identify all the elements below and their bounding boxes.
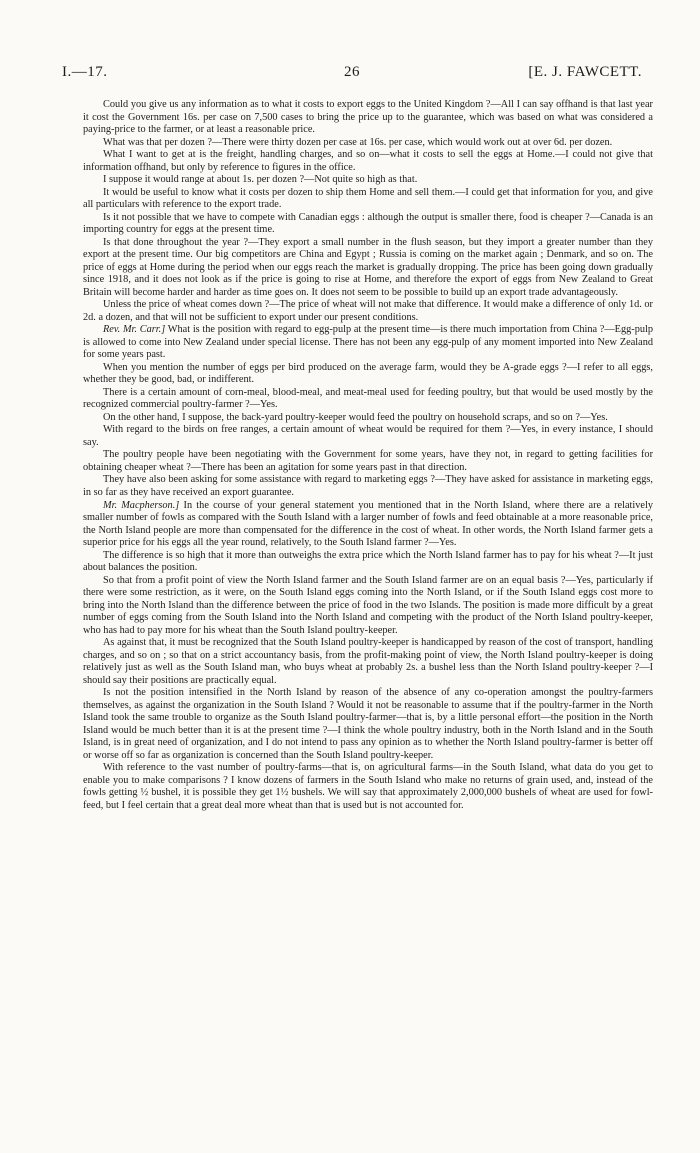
paragraph-text: Unless the price of wheat comes down ?—The price of wheat will not make that difference. It would make a difference of only 1d. or 2d. a dozen, and that will not be sufficient to export under our present conditions. — [83, 299, 653, 323]
document-body — [83, 99, 653, 812]
speaker-label: Rev. Mr. Carr.] — [103, 324, 166, 336]
paragraph — [83, 212, 653, 237]
paragraph — [83, 324, 653, 362]
speaker-label: Mr. Macpherson.] — [103, 499, 180, 511]
paragraph-text: What is the position with regard to egg-pulp at the present time—is there much importation from China ?—Egg-pulp is allowed to come into New Zealand under special license. There has not been any egg-pulp of any moment imported into New Zealand for some years past. — [83, 324, 653, 361]
paragraph-text: In the course of your general statement you mentioned that in the North Island, where there are a relatively smaller number of fowls as compared with the South Island with a larger number of fowls and feed obtainable at a more reasonable price, the North Island people are more than compensated for the difference in the cost of wheat. In other words, the North Island farmer gets a superior price for his eggs all the year round, relatively, to the South Island farmer ?—Yes. — [83, 499, 654, 549]
paragraph-text: It would be useful to know what it costs per dozen to ship them Home and sell them.—I could get that information for you, and give all particulars with reference to the export trade. — [83, 186, 653, 211]
paragraph — [83, 412, 653, 425]
witness-name: [E. J. FAWCETT. — [528, 64, 642, 80]
page-number: 26 — [344, 64, 360, 80]
paragraph-text: Is that done throughout the year ?—They export a small number in the flush season, but they import a greater number than they export at the present time. Our big competitors are China and Egypt ; Russia is coming on the market again ; Denmark, and so on. The price of eggs at Home during the period when our eggs reach the market is gradually dropping. The price has been going down gradually since 1918, and it does not look as if the price is going to rise at Home, and therefore the export of eggs from New Zealand to Great Britain will become harder and harder as time goes on. It does not seem to be possible to build up an export trade advantageously. — [83, 236, 653, 298]
paragraph-text: The poultry people have been negotiating with the Government for some years, have they not, in regard to getting facilities for obtaining cheaper wheat ?—There has been an agitation for some years past in that direction. — [83, 449, 653, 473]
paragraph — [83, 99, 653, 137]
paragraph-text: Could you give us any information as to what it costs to export eggs to the United Kingdom ?—All I can say offhand is that last year it cost the Government 16s. per case on 7,500 cases to bring the price up to the guarantee, which was based on what was considered a paying-price to the farmer, or at least a reasonable price. — [83, 99, 653, 136]
paragraph-text: What was that per dozen ?—There were thirty dozen per case at 16s. per case, which would work out at over 6d. per dozen. — [103, 136, 613, 148]
paragraph — [83, 762, 653, 812]
paragraph — [83, 187, 653, 212]
paragraph-text: As against that, it must be recognized that the South Island poultry-keeper is handicapped by reason of the cost of transport, handling charges, and so on ; so that on a strict accountancy basis, from the profit-making point of view, the North Island poultry-keeper is doing relatively just as well as the South Island man, who buys wheat at probably 2s. a bushel less than the North Island poultry-keeper ?—I should say their positions are practically equal. — [83, 637, 653, 686]
paragraph-text: On the other hand, I suppose, the back-yard poultry-keeper would feed the poultry on household scraps, and so on ?—Yes. — [103, 411, 608, 423]
paragraph-text: When you mention the number of eggs per bird produced on the average farm, would they be A-grade eggs ?—I refer to all eggs, whether they be good, bad, or indifferent. — [83, 361, 653, 386]
paragraph — [83, 637, 653, 687]
report-reference: I.—17. — [62, 64, 108, 80]
paragraph-text: With regard to the birds on free ranges, a certain amount of wheat would be required for them ?—Yes, in every instance, I should say. — [83, 424, 653, 448]
paragraph-text: There is a certain amount of corn-meal, blood-meal, and meat-meal used for feeding poultry, but that would be used mostly by the recognized commercial poultry-farmer ?—Yes. — [83, 386, 653, 411]
paragraph — [83, 550, 653, 575]
paragraph-text: Is not the position intensified in the North Island by reason of the absence of any co-operation amongst the poultry-farmers themselves, as against the organization in the South Island ? Would it not be reasonable to assume that if the poultry-farmer in the North Island took the same trouble to organize as the South Island poultry-farmer—that is, by a little personal effort—the position in the North Island would be much better than it is at the present time ?—I think the whole poultry industry, both in the North Island and in the South Island, is in great need of organization, and I do not intend to pass any opinion as to whether the North Island poultry-farmer is better off or worse off so far as organization is concerned than the South Island poultry-keeper. — [83, 687, 653, 761]
paragraph — [83, 237, 653, 300]
paragraph — [83, 149, 653, 174]
paragraph-text: Is it not possible that we have to compete with Canadian eggs : although the output is smaller there, food is cheaper ?—Canada is an importing country for eggs at the present time. — [83, 211, 653, 236]
paragraph-text: I suppose it would range at about 1s. per dozen ?—Not quite so high as that. — [103, 174, 418, 186]
paragraph-text: With reference to the vast number of poultry-farms—that is, on agricultural farms—in the South Island, what data do you get to enable you to make comparisons ? I know dozens of farmers in the South Island who make no returns of grain used, and, instead of the fowls getting ½ bushel, it is possible they get 1½ bushels. We will say that approximately 2,000,000 bushels of wheat are used for fowl-feed, but I feel certain that a great deal more wheat than that is used but is not accounted for. — [83, 762, 653, 811]
paragraph — [83, 687, 653, 762]
paragraph — [83, 137, 653, 150]
paragraph-text: They have also been asking for some assistance with regard to marketing eggs ?—They have asked for assistance in marketing eggs, in so far as they have received an export guarantee. — [83, 474, 653, 498]
paragraph — [83, 174, 653, 187]
paragraph — [83, 449, 653, 474]
paragraph — [83, 474, 653, 499]
paragraph-text: The difference is so high that it more than outweighs the extra price which the North Island farmer has to pay for his wheat ?—It just about balances the position. — [83, 549, 653, 574]
paragraph — [83, 362, 653, 387]
page-header — [62, 64, 642, 84]
paragraph — [83, 424, 653, 449]
paragraph — [83, 500, 653, 550]
paragraph — [83, 575, 653, 638]
paragraph-text: What I want to get at is the freight, handling charges, and so on—what it costs to sell the eggs at Home.—I could not give that information offhand, but only by reference to figures in the office. — [83, 149, 653, 173]
paragraph — [83, 387, 653, 412]
paragraph-text: So that from a profit point of view the North Island farmer and the South Island farmer are on an equal basis ?—Yes, particularly if there were some restriction, as it were, on the South Island eggs coming into the North Island, or if the South Island eggs cost more to bring into the North Island than the difference between the price of food in the two Islands. The position is made more difficult by a great number of eggs coming from the South Island into the North Island and competing with the product of the North Island poultry-keeper, who has had to pay more for his wheat than the South Island poultry-keeper. — [83, 574, 653, 636]
paragraph — [83, 299, 653, 324]
